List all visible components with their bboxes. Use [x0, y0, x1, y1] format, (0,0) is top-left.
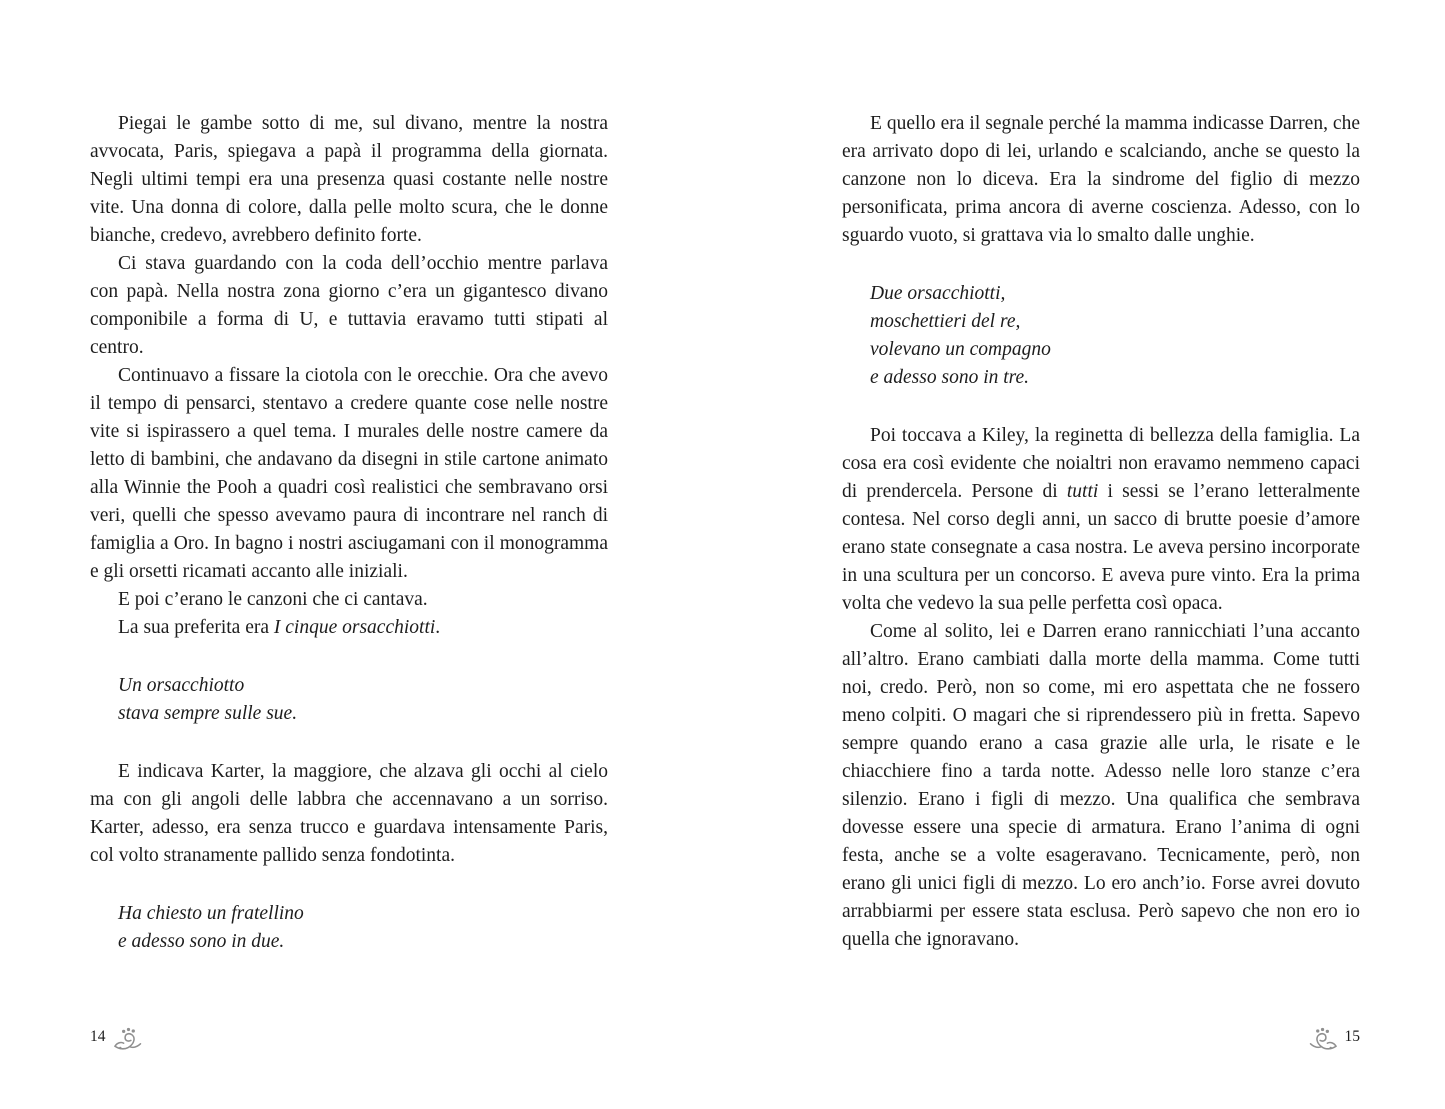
verse-line: stava sempre sulle sue. [118, 703, 298, 724]
italic-text: tutti [1066, 481, 1099, 502]
paragraph: E poi c’erano le canzoni che ci cantava. [118, 589, 428, 610]
paragraph [842, 422, 1360, 618]
paragraph: Ci stava guardando con la coda dell’occhio mentre parlava con papà. Nella nostra zona giorno c’era un gigantesco divano componibile a forma di U, e tuttavia eravamo tutti stipati al centro. [90, 253, 608, 358]
paragraph: E quello era il segnale perché la mamma indicasse Darren, che era arrivato dopo di lei, urlando e scalciando, anche se questo la canzone non lo diceva. Era la sindrome del figlio di mezzo personificata, prima ancora di averne coscienza. Adesso, con lo sguardo vuoto, si grattava via lo smalto dalle unghie. [842, 113, 1360, 246]
paragraph: Piegai le gambe sotto di me, sul divano, mentre la nostra avvocata, Paris, spiegava a papà il programma della giornata. Negli ultimi tempi era una presenza quasi costante nelle nostre vite. Una donna di colore, dalla pelle molto scura, che le donne bianche, credevo, avrebbero definito forte. [90, 113, 608, 246]
page-number: 15 [1344, 1028, 1360, 1045]
italic-text: I cinque orsacchiotti [273, 617, 436, 638]
verse-line: volevano un compagno [870, 339, 1051, 360]
verse-stanza [118, 900, 608, 956]
paragraph [90, 614, 608, 642]
left-page-text-column [90, 0, 608, 956]
paragraph: Continuavo a fissare la ciotola con le orecchie. Ora che avevo il tempo di pensarci, stentavo a credere quante cose nelle nostre vite si ispirassero a quel tema. I murales delle nostre camere da letto di bambini, che andavano da disegni in stile cartone animato alla Winnie the Pooh a quadri così realistici che sembravano orsi veri, quelli che spesso avevamo paura di incontrare nel ranch di famiglia a Oro. In bagno i nostri asciugamani con il monogramma e gli orsetti ricamati accanto alle iniziali. [90, 365, 608, 582]
left-page [90, 0, 608, 1109]
verse-stanza [870, 280, 1360, 392]
verse-line: Due orsacchiotti, [870, 283, 1006, 304]
left-page-footer [90, 1022, 143, 1052]
right-page-footer [1308, 1022, 1361, 1052]
verse-stanza [118, 672, 608, 728]
flourish-ornament-icon [112, 1027, 143, 1052]
flourish-ornament-icon [1308, 1027, 1339, 1052]
right-page-text-column [842, 0, 1360, 954]
body-text: Poi toccava a Kiley, la reginetta di bellezza della famiglia. La cosa era così evidente che noialtri non eravamo nemmeno capaci di prendercela. Persone di [842, 425, 1360, 502]
verse-line: Ha chiesto un fratellino [118, 903, 304, 924]
body-text: La sua preferita era [118, 617, 274, 638]
body-text: . [435, 617, 441, 638]
verse-line: moschettieri del re, [870, 311, 1021, 332]
page-number: 14 [90, 1028, 106, 1045]
paragraph: E indicava Karter, la maggiore, che alzava gli occhi al cielo ma con gli angoli delle labbra che accennavano a un sorriso. Karter, adesso, era senza trucco e guardava intensamente Paris, col volto stranamente pallido senza fondotinta. [90, 761, 608, 866]
right-page [842, 0, 1360, 1109]
verse-line: e adesso sono in due. [118, 931, 285, 952]
verse-line: Un orsacchiotto [118, 675, 245, 696]
verse-line: e adesso sono in tre. [870, 367, 1030, 388]
body-text: i sessi se l’erano letteralmente contesa. Nel corso degli anni, un sacco di brutte poesie d’amore erano state consegnate a casa nostra. Le aveva persino incorporate in una scultura per un concorso. E aveva pure vinto. Era la prima volta che vedevo la sua pelle perfetta così opaca. [842, 481, 1360, 614]
paragraph: Come al solito, lei e Darren erano rannicchiati l’una accanto all’altro. Erano cambiati dalla morte della mamma. Come tutti noi, credo. Però, non so come, mi ero aspettata che ne fossero meno colpiti. O magari che si riprendessero più in fretta. Sapevo sempre quando erano a casa grazie alle urla, le risate e le chiacchiere fino a tarda notte. Adesso nelle loro stanze c’era silenzio. Erano i figli di mezzo. Una qualifica che sembrava dovesse essere una specie di armatura. Erano l’anima di ogni festa, anche se a volte esageravano. Tecnicamente, però, non erano gli unici figli di mezzo. Lo ero anch’io. Forse avrei dovuto arrabbiarmi per essere stata esclusa. Però sapevo che non ero io quella che ignoravano. [842, 621, 1360, 950]
